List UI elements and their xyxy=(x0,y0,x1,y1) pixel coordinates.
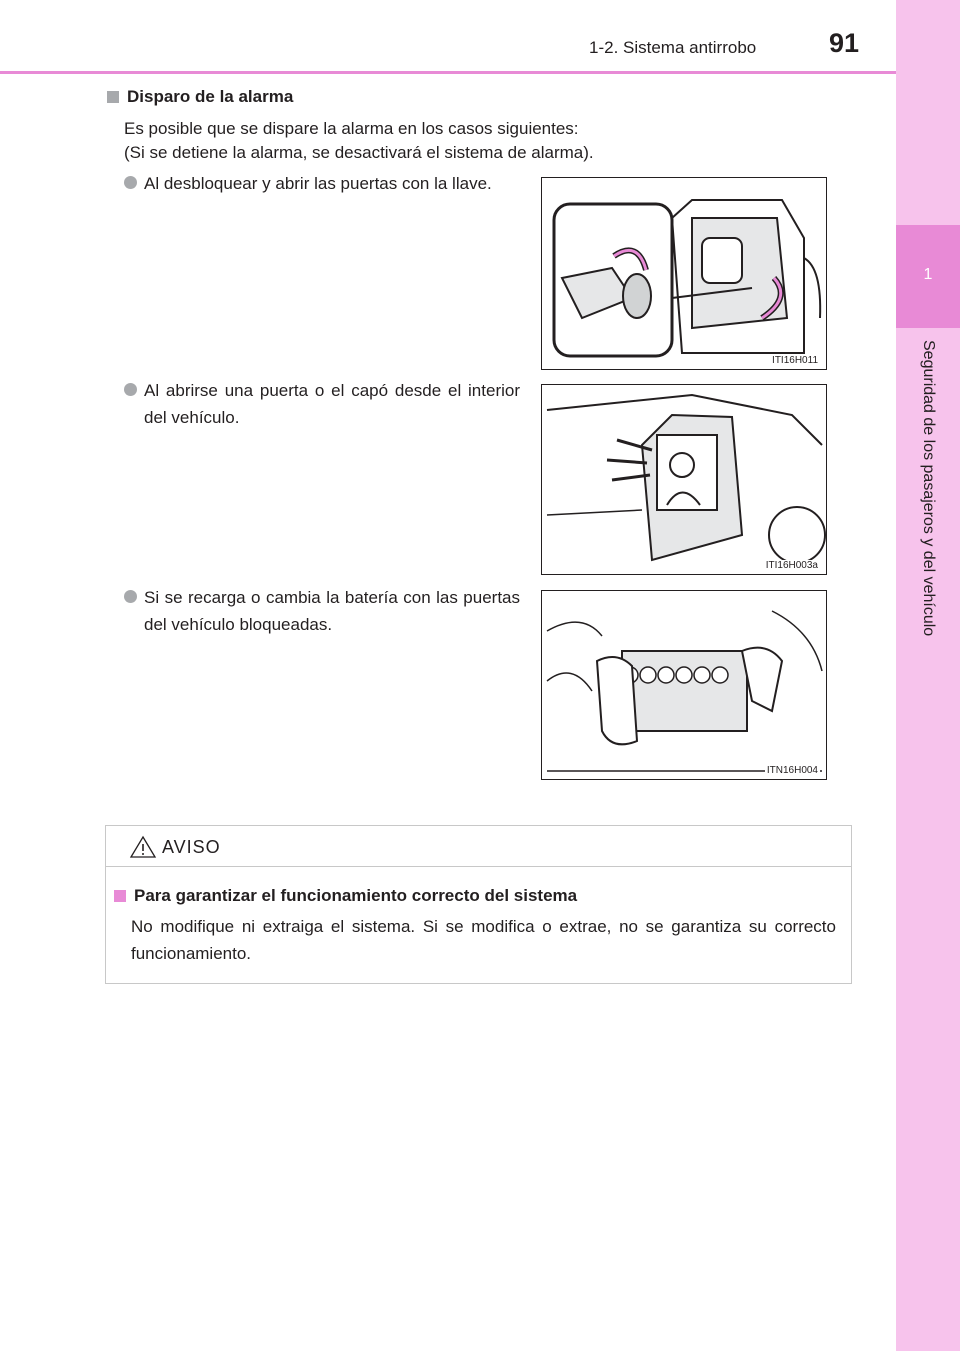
warning-subheading xyxy=(114,886,577,906)
circle-bullet-icon xyxy=(124,176,137,189)
bullet-text: Si se recarga o cambia la batería con las puertas del vehículo bloqueadas. xyxy=(144,588,520,634)
warning-header xyxy=(106,826,851,867)
door-open-illustration xyxy=(542,385,826,574)
section-heading xyxy=(107,87,293,107)
warning-box xyxy=(105,825,852,984)
header-rule xyxy=(0,71,896,74)
warning-triangle-icon xyxy=(129,835,157,859)
figure-code: ITN16H004 xyxy=(766,765,818,776)
intro-line-2: (Si se detiene la alarma, se desactivará el sistema de alarma). xyxy=(124,143,594,162)
section-title: 1-2. Sistema antirrobo xyxy=(589,38,757,57)
circle-bullet-icon xyxy=(124,383,137,396)
intro-paragraph xyxy=(124,117,594,165)
chapter-number: 1 xyxy=(923,266,933,283)
bullet-text: Al abrirse una puerta o el capó desde el interior del vehículo. xyxy=(144,381,520,427)
figure-key-unlock xyxy=(541,177,827,370)
battery-illustration xyxy=(542,591,826,779)
chapter-side-tab xyxy=(896,0,960,1351)
intro-line-1: Es posible que se dispare la alarma en los casos siguientes: xyxy=(124,119,579,138)
bullet-item xyxy=(124,377,520,431)
figure-code: ITI16H003a xyxy=(765,560,818,571)
heading-text: Disparo de la alarma xyxy=(127,87,294,106)
square-bullet-icon xyxy=(107,91,119,103)
warning-subheading-text: Para garantizar el funcionamiento correcto del sistema xyxy=(134,886,578,905)
key-unlock-illustration xyxy=(542,178,826,369)
figure-code: ITI16H011 xyxy=(772,355,818,366)
bullet-item xyxy=(124,584,520,638)
bullet-item xyxy=(124,170,520,197)
warning-title: AVISO xyxy=(162,837,221,857)
figure-door-open xyxy=(541,384,827,575)
figure-battery xyxy=(541,590,827,780)
warning-body: No modifique ni extraiga el sistema. Si se modifica o extrae, no se garantiza su correcto funcionamiento. xyxy=(131,917,836,963)
chapter-title: Seguridad de los pasajeros y del vehículo xyxy=(920,340,937,637)
square-bullet-icon xyxy=(114,890,126,902)
page-number: 91 xyxy=(829,28,860,58)
bullet-text: Al desbloquear y abrir las puertas con la llave. xyxy=(144,174,492,193)
circle-bullet-icon xyxy=(124,590,137,603)
